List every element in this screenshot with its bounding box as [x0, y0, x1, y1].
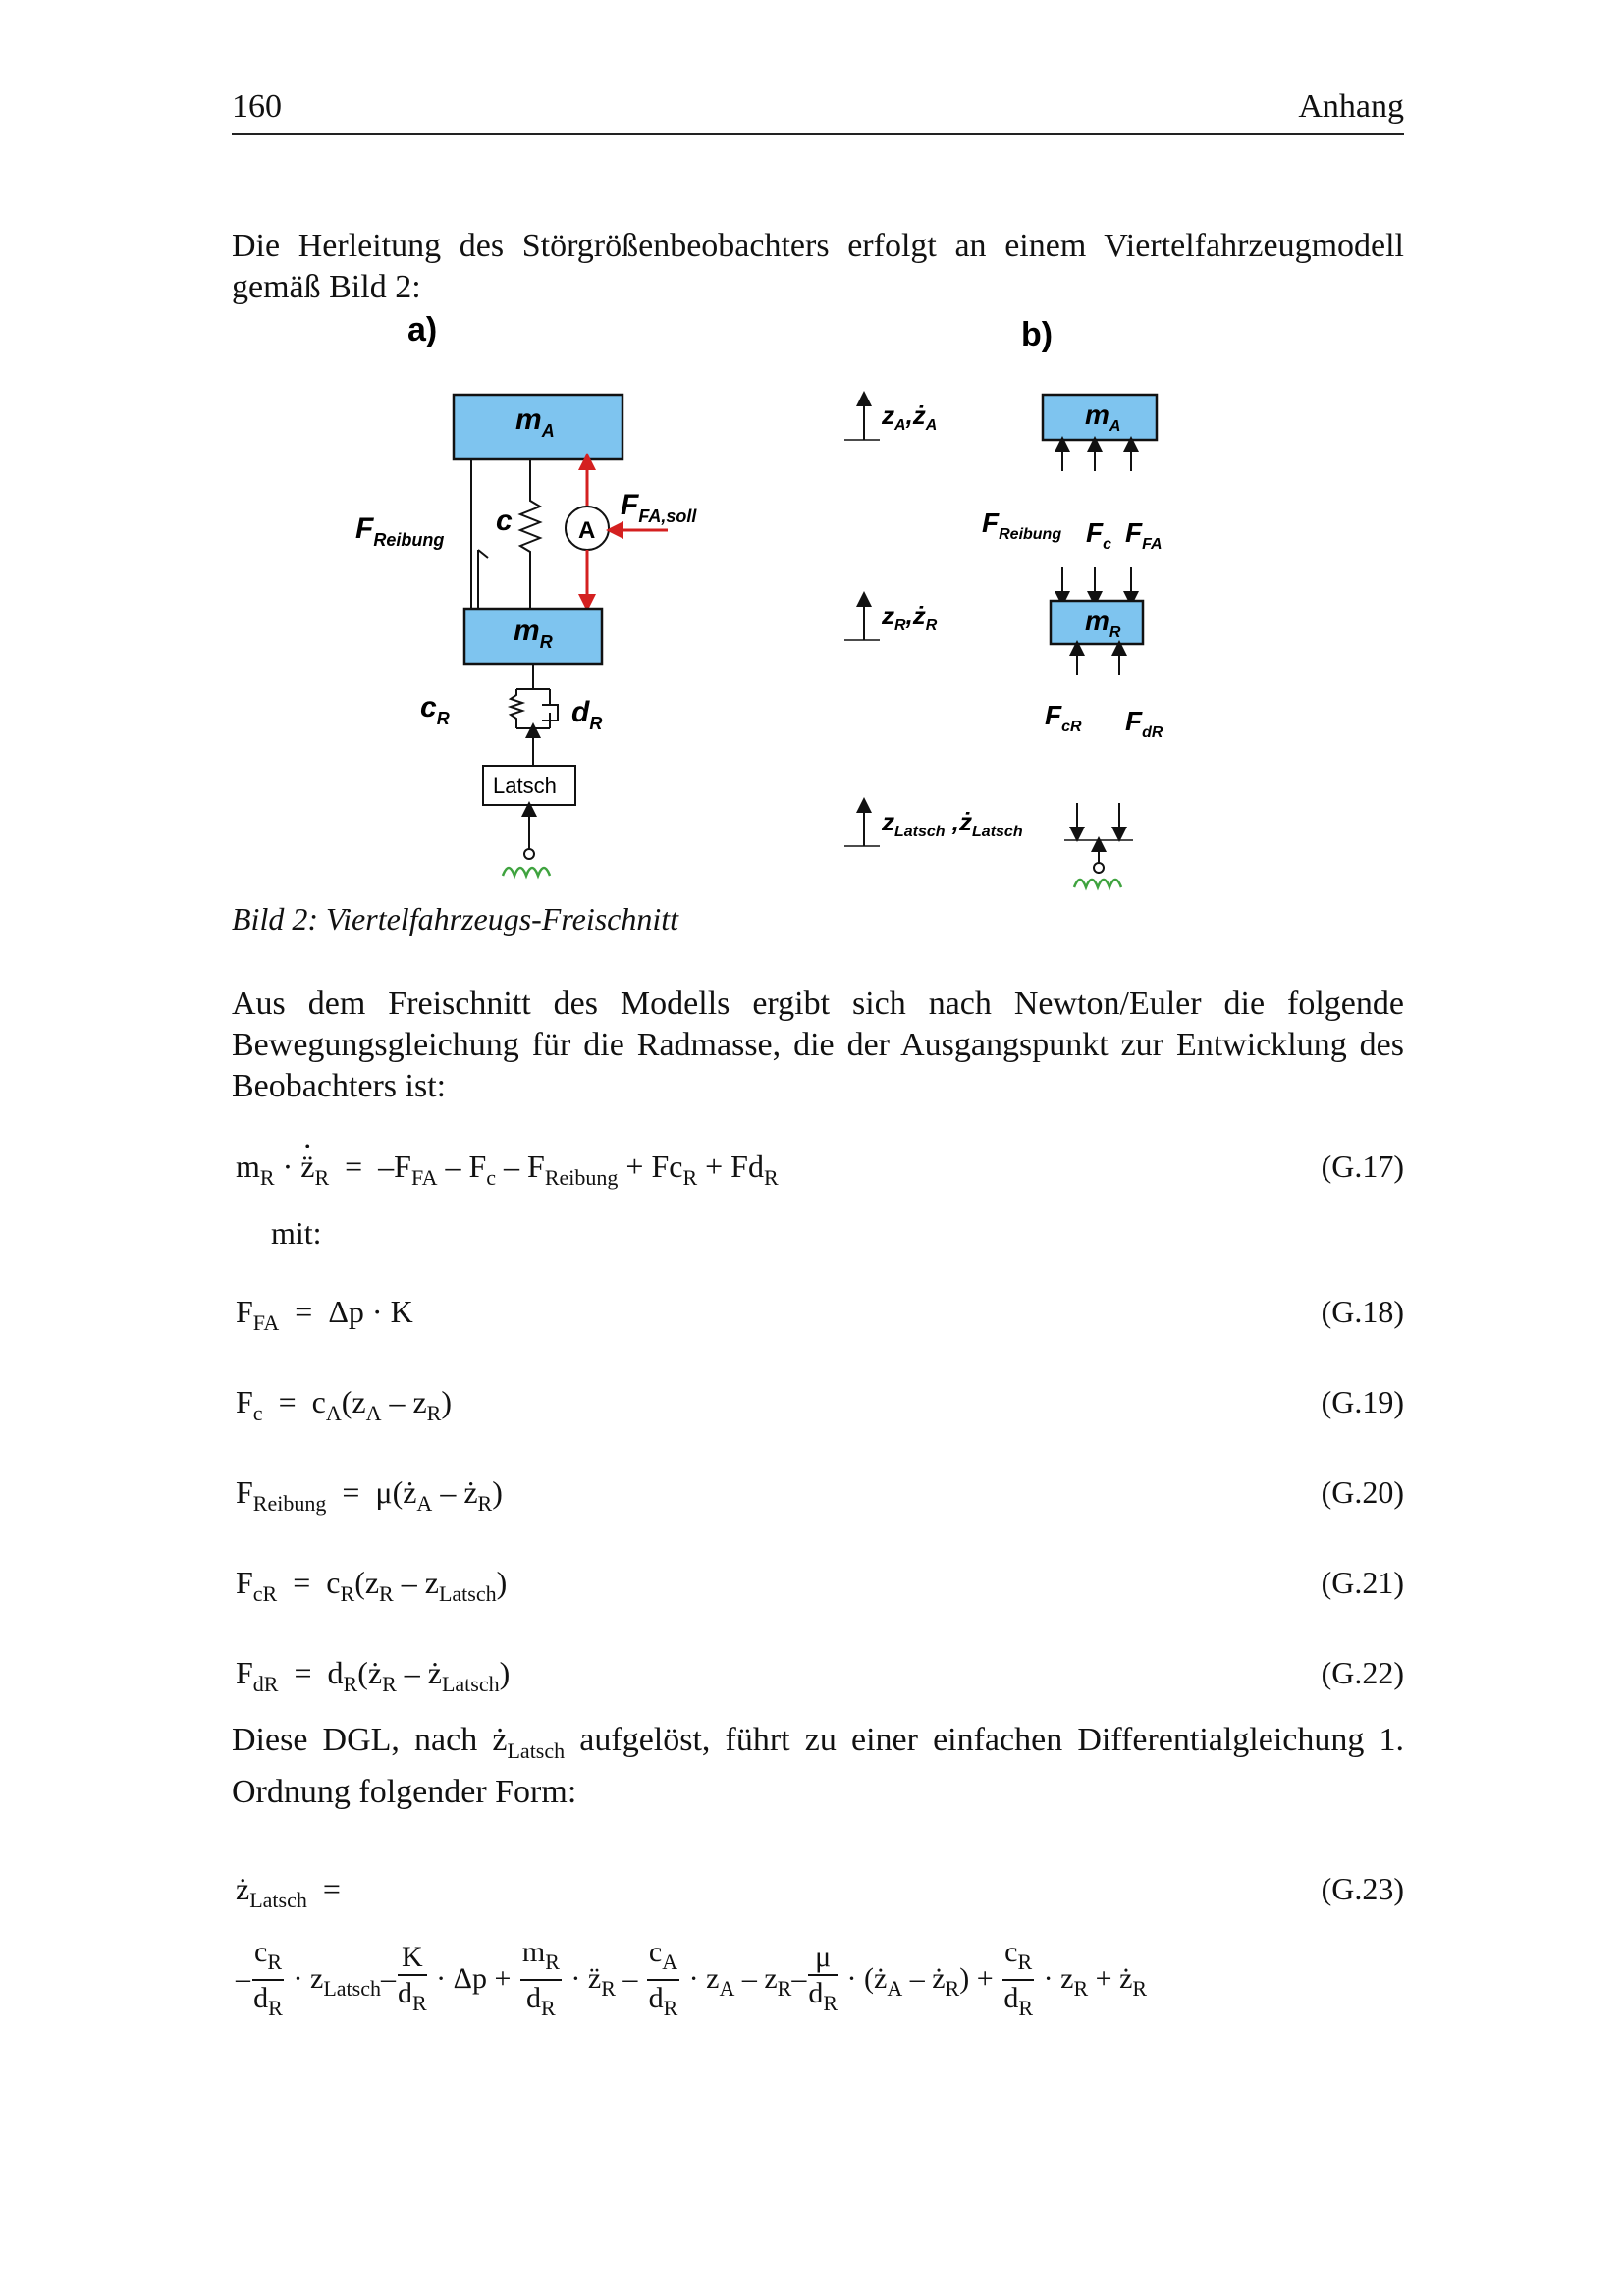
equation-number-g23: (G.23)	[1321, 1871, 1404, 1906]
figure-label-a: a)	[407, 311, 438, 348]
equation-g23-rhs: – $\frac{c_R}{d_R}$ · $z_{Latsch}-$ $\frac{K}{d_R}$ · Δp + $\frac{m_R}{d_R}$ · $z̈_R$ – $\frac{c_A}{d_R}$ · $z_A - z_R-$ $\frac{\mu}{d_R}$ · ($ż_A$ – $ż_R$) + $\frac{c_R}{d_R}$ · $z_R$ + $ż_R$	[236, 1936, 1148, 2020]
actuator-label: A	[578, 517, 596, 544]
tire-spring-force-label: $F_{cR}$	[1045, 700, 1082, 735]
mass-a-label: $m_A$	[515, 403, 555, 441]
svg-text:zLatsch ,żLatsch: $z_{Latsch}$ $,ż_{Latsch}$	[882, 807, 1023, 840]
coord-marker-r	[844, 599, 938, 640]
equation-g18: $F_{FA} = \Delta p \cdot K$	[236, 1294, 413, 1335]
mit-label: mit:	[271, 1215, 322, 1251]
page-number: 160	[232, 88, 282, 125]
figure-caption: Bild 2: Viertelfahrzeugs-Freischnitt	[232, 901, 679, 936]
svg-text:zA,żA: $z_A,ż_A$	[882, 400, 938, 434]
latsch-label: Latsch	[493, 774, 557, 798]
coord-marker-a	[844, 399, 937, 440]
dgl-paragraph: Diese DGL, nach $ż_{Latsch}$ aufgelöst, führt zu einer einfachen Differentialgleichung 1. Ordnung folgender Form:	[232, 1722, 1405, 1810]
figure-label-b: b)	[1021, 316, 1054, 353]
ground-symbol-b	[1074, 880, 1121, 887]
equation-g22: $F_{dR}$ = $d_R(ż_R$ – $ż_{Latsch}$)	[236, 1655, 511, 1696]
equation-number-g18: (G.18)	[1321, 1294, 1404, 1329]
spring-c-label: c	[496, 505, 513, 537]
actuator-force-label: $F_{FA,soll}$	[621, 489, 697, 526]
equation-g21: $F_{cR} = c_R(z_R - z_{Latsch})$	[236, 1565, 508, 1606]
friction-force-label-a: $F_{Reibung}$	[355, 512, 445, 550]
coord-marker-latsch	[844, 805, 1023, 846]
newton-euler-paragraph: Aus dem Freischnitt des Modells ergibt sich nach Newton/Euler die folgende Bewegungsgleichung für die Radmasse, die der Ausgangspunkt zur Entwicklung des Beobachters ist:	[232, 986, 1404, 1104]
equation-g20: $F_{Reibung}$ = $\mu(ż_A$ – $ż_R$)	[236, 1474, 503, 1516]
equation-g19: $F_c = c_A(z_A - z_R)$	[236, 1384, 452, 1425]
equation-number-g19: (G.19)	[1321, 1384, 1404, 1419]
dgl-paragraph-post: aufgelöst, führt zu einer einfachen Differentialgleichung 1. Ordnung folgender Form:	[232, 1722, 1405, 1810]
header-rule	[232, 133, 1404, 135]
mass-r-label-b: $m_R$	[1085, 606, 1121, 641]
ground-symbol-a	[503, 868, 550, 876]
equation-g23-lhs: $ż_{Latsch}$ =	[236, 1871, 341, 1912]
tire-stiffness-label: $c_R$	[420, 691, 450, 728]
equation-number-g20: (G.20)	[1321, 1474, 1404, 1510]
actuator-force-label-b: $F_{FA}$	[1125, 517, 1163, 553]
equation-number-g21: (G.21)	[1321, 1565, 1404, 1600]
dgl-paragraph-pre: Diese DGL, nach	[232, 1722, 478, 1758]
equation-g17: $m_R$ · . $z_R = -F_{FA} - F_c - F_{Reibung} + Fc_R + Fd_R$	[236, 1148, 779, 1191]
friction-force-label-b: $F_{Reibung}$	[982, 507, 1062, 543]
tire-damper-force-label: $F_{dR}$	[1125, 706, 1163, 741]
quarter-car-figure	[334, 304, 1257, 893]
tire-damping-label: $d_R$	[571, 696, 603, 733]
equation-number-g17: (G.17)	[1321, 1148, 1404, 1184]
mass-a-label-b: $m_A$	[1085, 400, 1121, 435]
mass-r-label: $m_R$	[514, 614, 553, 652]
intro-paragraph: Die Herleitung des Störgrößenbeobachters erfolgt an einem Viertelfahrzeugmodell gemäß Bild 2:	[232, 228, 1404, 305]
svg-text:zR,żR: $z_R,ż_R$	[882, 601, 938, 634]
section-title: Anhang	[1298, 88, 1404, 125]
spring-force-label: $F_c$	[1086, 517, 1112, 553]
equation-number-g22: (G.22)	[1321, 1655, 1404, 1690]
